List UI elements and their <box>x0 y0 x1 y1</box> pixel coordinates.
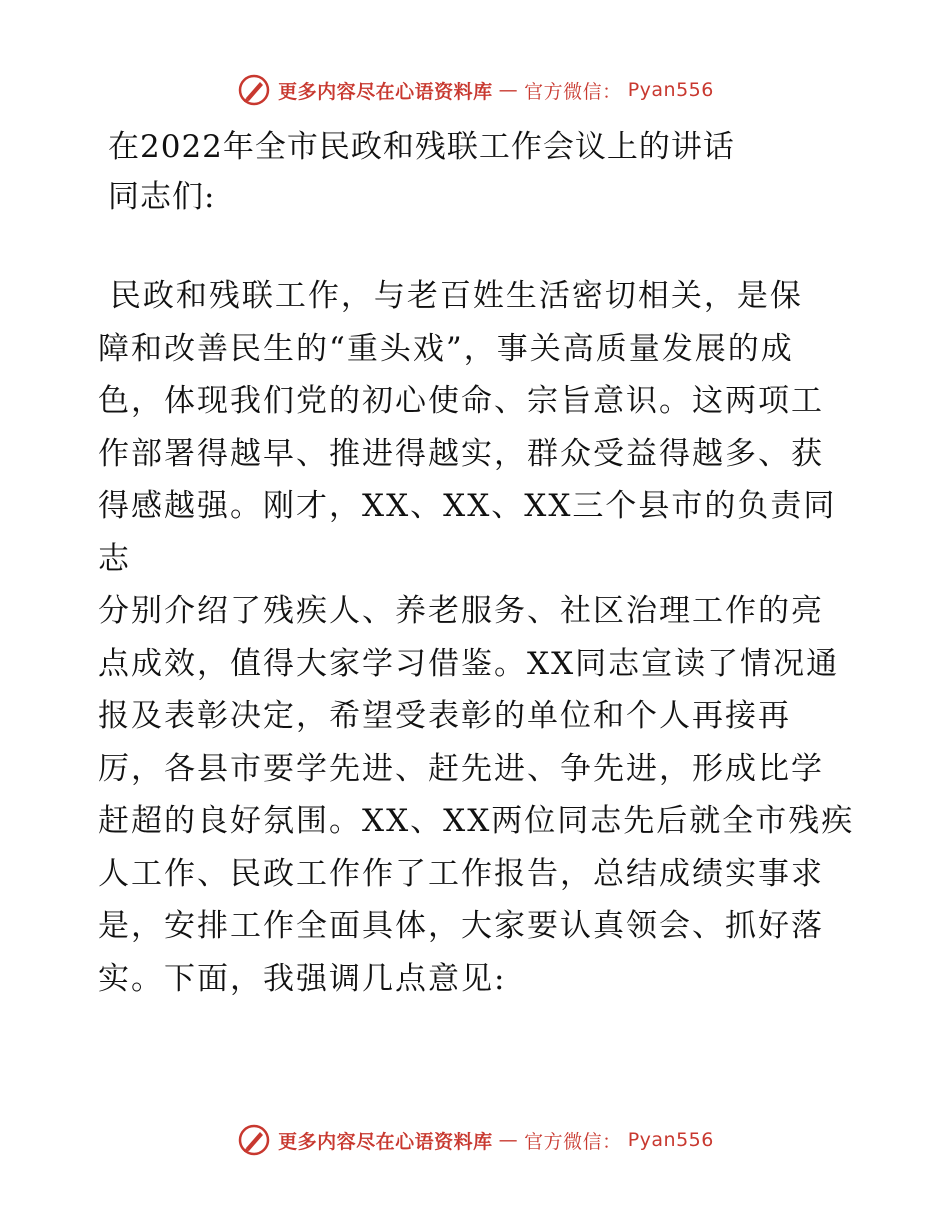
pen-logo-icon <box>236 1122 272 1158</box>
watermark-id: Pyan556 <box>627 79 714 101</box>
salutation: 同志们: <box>108 179 216 215</box>
watermark-official: 官方微信： <box>524 80 622 103</box>
watermark-dash: — <box>498 1129 519 1151</box>
watermark-official: 官方微信： <box>524 1130 622 1153</box>
watermark-brand: 更多内容尽在心语资料库 <box>278 1130 493 1153</box>
pen-logo-icon <box>236 72 272 108</box>
watermark-id: Pyan556 <box>627 1129 714 1151</box>
header-watermark <box>0 68 950 112</box>
footer-watermark <box>0 1118 950 1162</box>
document-title: 在2022年全市民政和残联工作会议上的讲话 <box>108 129 735 165</box>
body-paragraph: 民政和残联工作，与老百姓生活密切相关，是保 障和改善民生的“重头戏”，事关高质量发展的成 色，体现我们党的初心使命、宗旨意识。这两项工 作部署得越早、推进得越实，群众受益得越多、获 得感越强。刚才，XX、XX、XX三个县市的负责同志 分别介绍了残疾人、养老服务、社区治理工作的亮 点成效，值得大家学习借鉴。XX同志宣读了情况通 报及表彰决定，希望受表彰的单位和个人再接再 厉，各县市要学先进、赶先进、争先进，形成比学 赶超的良好氛围。XX、XX两位同志先后就全市残疾 人工作、民政工作作了工作报告，总结成绩实事求 是，安排工作全面具体，大家要认真领会、抓好落 实。下面，我强调几点意见: <box>98 278 855 997</box>
watermark-brand: 更多内容尽在心语资料库 <box>278 80 493 103</box>
watermark-dash: — <box>498 79 519 101</box>
